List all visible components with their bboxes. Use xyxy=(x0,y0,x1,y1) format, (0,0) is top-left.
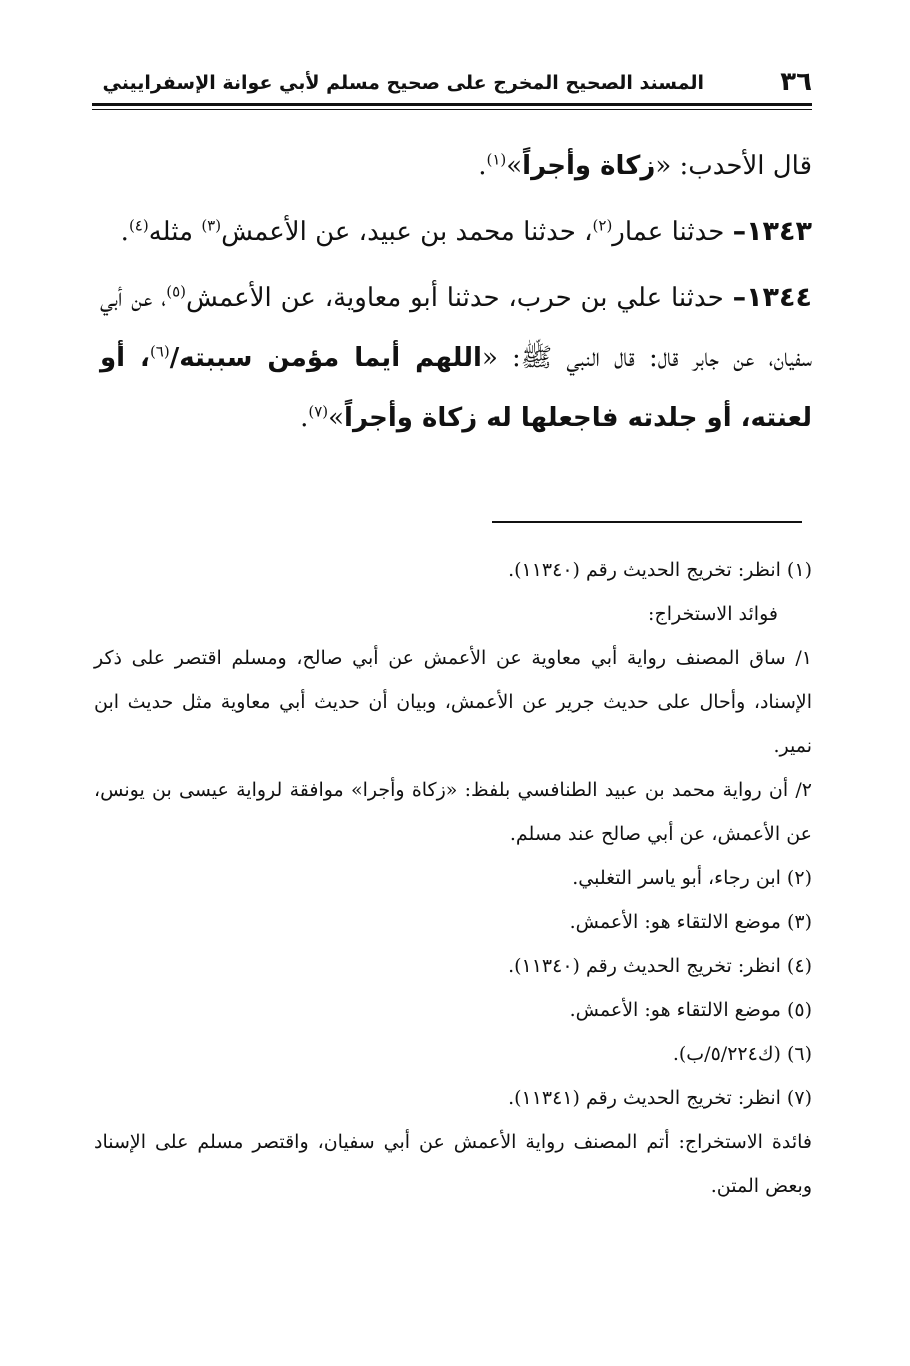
text: ، حدثنا محمد بن عبيد، عن الأعمش xyxy=(221,217,593,247)
footnote-ref: (٦) xyxy=(149,342,170,361)
hadith-1344 xyxy=(100,268,812,448)
hadith-1343 xyxy=(100,202,812,262)
bold-text: اللهم أيما مؤمن سببته/ xyxy=(169,343,482,373)
main-text xyxy=(100,136,812,454)
footnote-ref: (٥) xyxy=(166,282,186,301)
footnote-7-note: فائدة الاستخراج: أتم المصنف رواية الأعمش عن أبي سفيان، واقتصر مسلم على الإسناد وبعض المتن. xyxy=(94,1131,812,1197)
footnote-1-heading: فوائد الاستخراج: xyxy=(648,603,778,625)
text: حدثنا عمار xyxy=(612,217,733,247)
footnote-3: (٣) موضع الالتقاء هو: الأعمش. xyxy=(569,911,812,933)
footnote-1-point-1: ١/ ساق المصنف رواية أبي معاوية عن الأعمش عن أبي صالح، ومسلم اقتصر على ذكر الإسناد، وأحال على حديث جرير عن الأعمش، وبيان أن حديث أبي معاوية مثل حديث ابن نمير. xyxy=(94,647,812,757)
text-end: . xyxy=(300,403,309,433)
footnote-ref: (٧) xyxy=(308,402,329,421)
text: قال الأحدب: « xyxy=(655,151,812,181)
footnote-ref: (٤) xyxy=(128,216,149,235)
page-header xyxy=(92,66,812,100)
text-end: . xyxy=(120,217,129,247)
hadith-dash: – xyxy=(732,282,747,313)
quote-close: » xyxy=(328,403,345,433)
footnote-1: (١) انظر: تخريج الحديث رقم (١١٣٤٠). xyxy=(508,559,812,581)
text: ، عن أبي سفيان، عن جابر قال: قال النبي ﷺ: « xyxy=(100,283,813,373)
footnote-5: (٥) موضع الالتقاء هو: الأعمش. xyxy=(569,999,812,1021)
bold-text: ، أو لعنته، أو جلدته فاجعلها له زكاة وأجراً xyxy=(100,343,812,433)
hadith-dash: – xyxy=(732,216,747,247)
quote-close: » xyxy=(506,151,523,181)
header-rule-thin xyxy=(92,109,812,110)
header-rule-thick xyxy=(92,103,812,106)
footnote-7: (٧) انظر: تخريج الحديث رقم (١١٣٤١). xyxy=(508,1087,812,1109)
footnote-6: (٦) (ك٥/٢٢٤/ب). xyxy=(672,1043,812,1065)
footnote-ref: (١) xyxy=(486,150,507,169)
text: مثله xyxy=(148,217,202,247)
paragraph-quote xyxy=(100,136,812,196)
page-number: ٣٦ xyxy=(780,67,812,97)
footnotes xyxy=(94,548,812,1208)
hadith-number: ١٣٤٤ xyxy=(746,282,812,313)
hadith-number: ١٣٤٣ xyxy=(746,216,812,247)
footnote-ref: (٢) xyxy=(592,216,613,235)
footnote-1-point-2: ٢/ أن رواية محمد بن عبيد الطنافسي بلفظ: «زكاة وأجرا» موافقة لرواية عيسى بن يونس، عن الأعمش، عن أبي صالح عند مسلم. xyxy=(94,779,812,845)
running-title: المسند الصحيح المخرج على صحيح مسلم لأبي عوانة الإسفراييني xyxy=(102,72,704,94)
footnote-separator xyxy=(492,521,802,523)
text-end: . xyxy=(478,151,487,181)
footnote-4: (٤) انظر: تخريج الحديث رقم (١١٣٤٠). xyxy=(508,955,812,977)
bold-text: زكاة وأجراً xyxy=(522,151,656,181)
footnote-2: (٢) ابن رجاء، أبو ياسر التغلبي. xyxy=(572,867,812,889)
text: حدثنا علي بن حرب، حدثنا أبو معاوية، عن الأعمش xyxy=(186,283,733,313)
footnote-ref: (٣) xyxy=(201,216,222,235)
